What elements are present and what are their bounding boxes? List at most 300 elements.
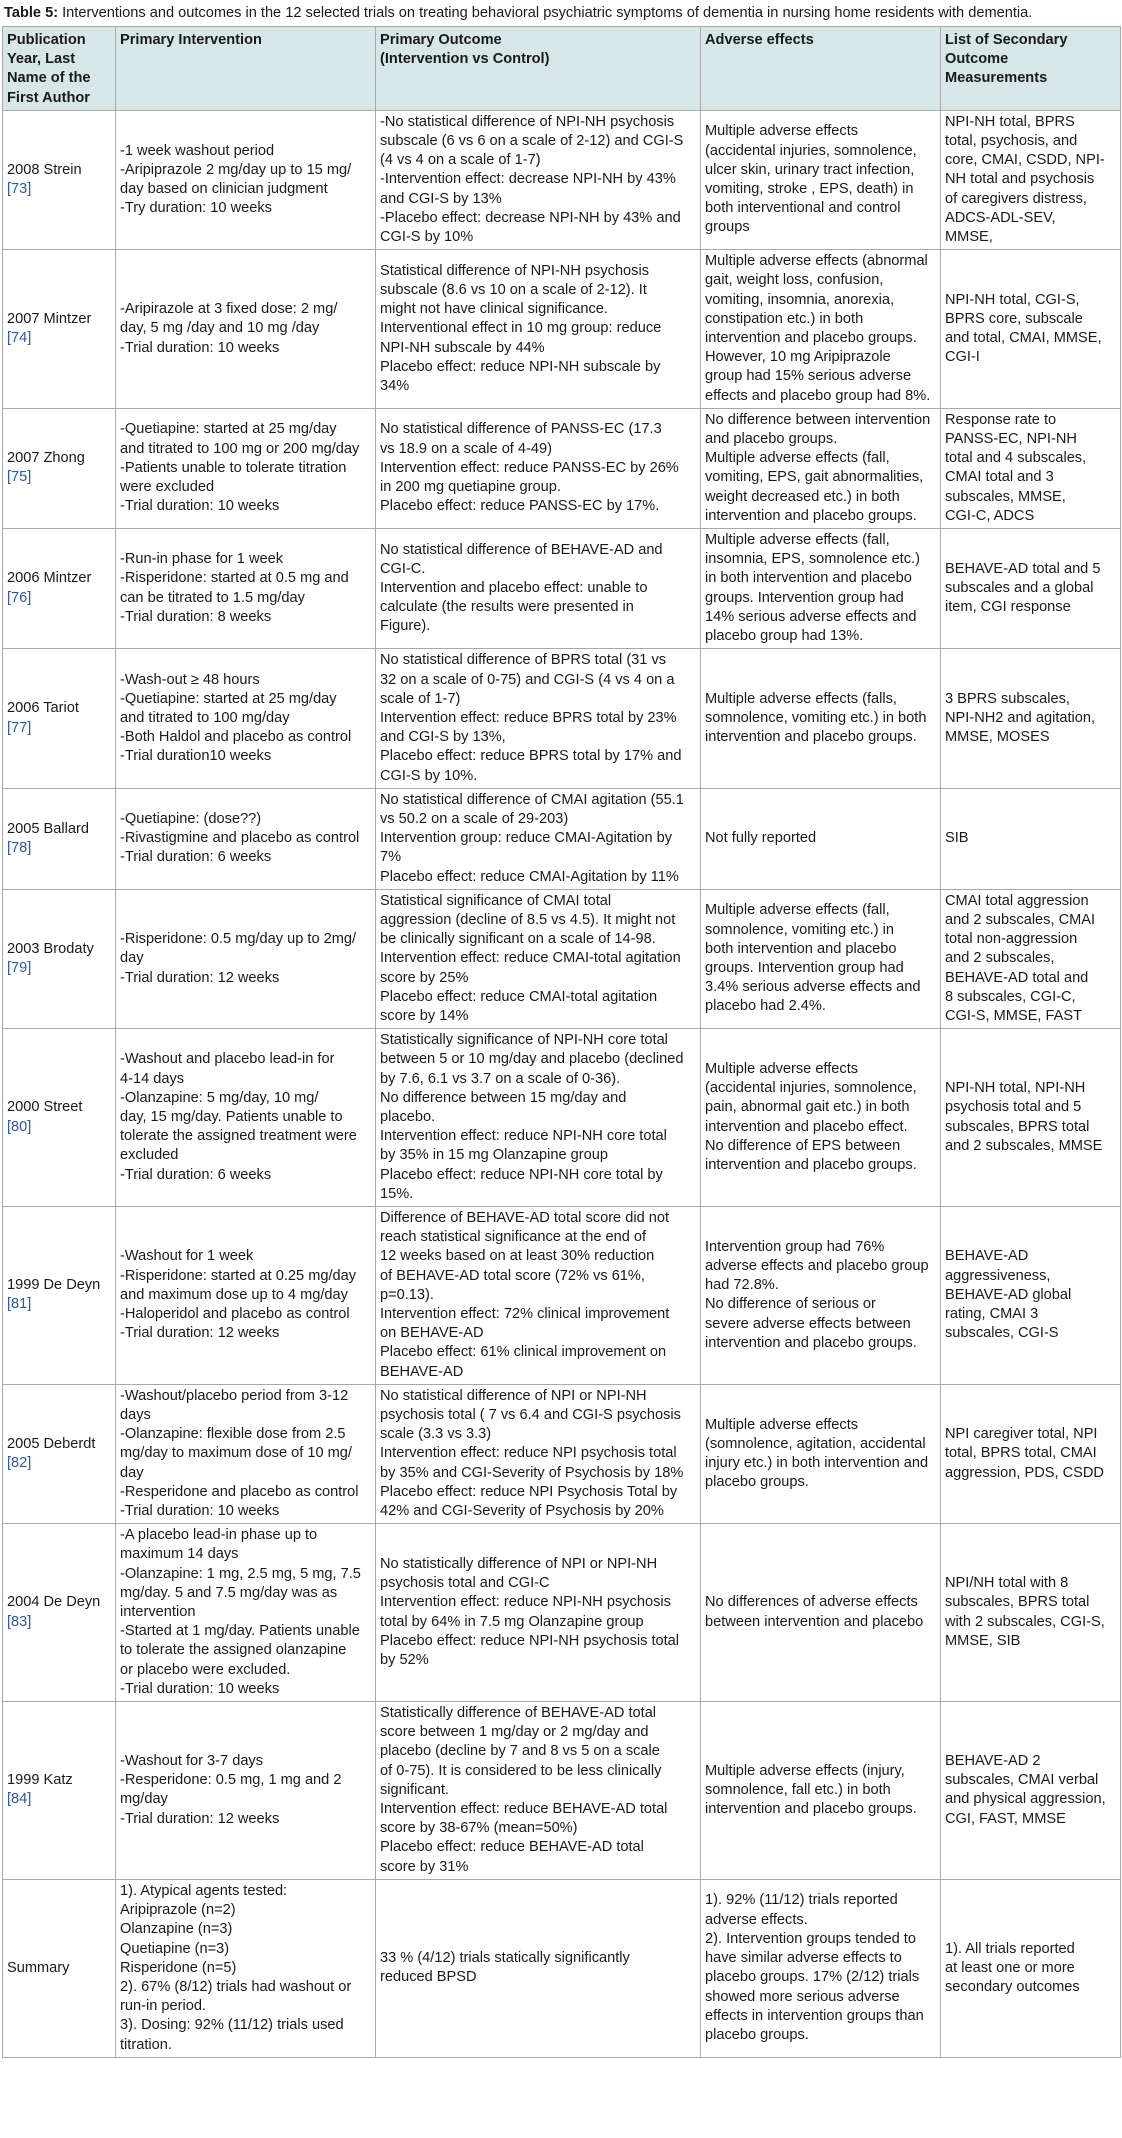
outcome-cell [376,1524,701,1702]
author-cell [3,110,116,249]
cell-line: days [120,1407,151,1424]
header-primary-intervention [116,27,376,111]
cell-line: -Olanzapine: 5 mg/day, 10 mg/ [120,1089,319,1106]
header-publication [3,27,116,111]
cell-line: total non-aggression [945,931,1078,948]
cell-line: at least one or more [945,1959,1075,1976]
cell-line: BPRS core, subscale [945,310,1083,327]
secondary-outcomes-cell [941,1524,1121,1702]
secondary-outcomes-cell [941,110,1121,249]
cell-line: somnolence, vomiting etc.) in both [705,709,927,726]
cell-line: placebo had 2.4%. [705,998,826,1015]
author-cell [3,1384,116,1523]
author-name: 2007 Mintzer [7,310,92,327]
reference-link[interactable]: [75] [7,469,32,486]
secondary-outcomes-cell [941,408,1121,528]
cell-line: (accidental injuries, somnolence, [705,142,917,159]
trials-table [2,26,1121,2058]
cell-line: Intervention effect: reduce NPI psychosis total [380,1445,677,1462]
cell-line: Placebo effect: reduce CMAI-total agitation [380,988,658,1005]
header-primary-outcome [376,27,701,111]
cell-line: were excluded [120,479,215,496]
secondary-outcomes-cell [941,788,1121,889]
adverse-effects-cell [701,1879,941,2057]
author-name: 2000 Street [7,1099,83,1116]
cell-line: Intervention and placebo effect: unable to [380,580,648,597]
cell-line: -Placebo effect: decrease NPI-NH by 43% and [380,209,681,226]
cell-line: intervention and placebo effect. [705,1118,908,1135]
table-body [3,110,1121,2057]
cell-line: vs 50.2 on a scale of 29-203) [380,810,569,827]
cell-line: Multiple adverse effects (fall, [705,450,890,467]
cell-line: However, 10 mg Aripiprazole [705,349,891,366]
cell-line: CGI-C. [380,560,426,577]
cell-line: mg/day. 5 and 7.5 mg/day was as [120,1584,338,1601]
cell-line: 1). Atypical agents tested: [120,1882,288,1899]
cell-line: placebo groups. [705,1474,809,1491]
cell-line: Intervention effect: 72% clinical improvement [380,1306,670,1322]
author-cell [3,1879,116,2057]
secondary-outcomes-cell [941,1384,1121,1523]
cell-line: Figure). [380,618,431,635]
cell-line: score by 31% [380,1858,469,1875]
cell-line: aggressiveness, [945,1267,1051,1284]
author-name: 2003 Brodaty [7,940,94,957]
cell-line: of caregivers distress, [945,190,1087,207]
cell-line: -Trial duration: 10 weeks [120,339,280,356]
cell-line: Placebo effect: reduce PANSS-EC by 17%. [380,498,660,515]
cell-line: placebo (decline by 7 and 8 vs 5 on a scale [380,1743,660,1760]
header-adverse-effects [701,27,941,111]
cell-line: -Trial duration: 12 weeks [120,969,280,986]
cell-line: NH total and psychosis [945,171,1095,188]
cell-line: 1). All trials reported [945,1940,1075,1957]
outcome-cell [376,649,701,788]
cell-line: between 5 or 10 mg/day and placebo (declined [380,1051,684,1068]
adverse-effects-cell [701,1524,941,1702]
reference-link[interactable]: [82] [7,1455,32,1472]
cell-line: have similar adverse effects to [705,1950,902,1967]
header-line: List of Secondary [945,32,1068,48]
cell-line: Multiple adverse effects [705,1416,859,1433]
reference-link[interactable]: [80] [7,1118,32,1135]
cell-line: -Trial duration: 6 weeks [120,849,272,866]
cell-line: -Aripirazole at 3 fixed dose: 2 mg/ [120,301,338,318]
cell-line: 32 on a scale of 0-75) and CGI-S (4 vs 4 on a [380,671,675,688]
cell-line: score between 1 mg/day or 2 mg/day and [380,1724,649,1741]
table-row [3,110,1121,249]
cell-line: -Risperidone: started at 0.25 mg/day [120,1267,357,1284]
cell-line: 34% [380,378,410,395]
caption-text: Interventions and outcomes in the 12 selected trials on treating behavioral psychiatric symptoms of dementia in nursing home residents with dementia. [58,5,1033,21]
cell-line: No statistical difference of BPRS total (31 vs [380,652,667,669]
cell-line: intervention and placebo groups. [705,1801,917,1818]
outcome-cell [376,250,701,409]
outcome-cell [376,1879,701,2057]
cell-line: Statistically significance of NPI-NH core total [380,1032,668,1049]
cell-line: groups. Intervention group had [705,589,904,606]
intervention-cell [116,408,376,528]
cell-line: insomnia, EPS, somnolence etc.) [705,551,920,568]
cell-line: -Run-in phase for 1 week [120,551,284,568]
cell-line: 42% and CGI-Severity of Psychosis by 20% [380,1503,664,1520]
cell-line: BEHAVE-AD 2 [945,1753,1041,1770]
adverse-effects-cell [701,408,941,528]
cell-line: CGI, FAST, MMSE [945,1810,1066,1827]
cell-line: Statistically difference of BEHAVE-AD total [380,1705,657,1722]
cell-line: intervention and placebo groups. [705,729,917,746]
cell-line: Olanzapine (n=3) [120,1921,233,1938]
header-line: Adverse effects [705,32,814,48]
cell-line: No difference of EPS between [705,1137,901,1154]
cell-line: Aripiprazole (n=2) [120,1902,236,1919]
cell-line: adverse effects and placebo group [705,1257,929,1274]
cell-line: Intervention effect: reduce NPI-NH psychosis [380,1594,671,1611]
table-row [3,1879,1121,2057]
secondary-outcomes-cell [941,1029,1121,1207]
adverse-effects-cell [701,889,941,1028]
intervention-cell [116,529,376,649]
cell-line: tolerate the assigned treatment were [120,1128,357,1145]
cell-line: in both intervention and placebo [705,570,912,587]
cell-line: Intervention effect: reduce BPRS total by 23% [380,709,677,726]
cell-line: No difference between 15 mg/day and [380,1089,627,1106]
cell-line: aggression, PDS, CSDD [945,1464,1104,1481]
cell-line: No statistical difference of CMAI agitation (55.1 [380,791,684,808]
cell-line: vomiting, insomnia, anorexia, [705,291,894,308]
cell-line: -1 week washout period [120,142,275,159]
reference-link[interactable]: [79] [7,959,32,976]
cell-line: effects and placebo group had 8%. [705,387,931,404]
cell-line: -Olanzapine: 1 mg, 2.5 mg, 5 mg, 7.5 [120,1565,361,1582]
outcome-cell [376,1029,701,1207]
cell-line: Intervention group: reduce CMAI-Agitation by [380,830,673,847]
cell-line: of 0-75). It is considered to be less clinically [380,1762,662,1779]
reference-link[interactable]: [74] [7,330,32,347]
cell-line: subscale (8.6 vs 10 on a scale of 2-12). It [380,282,647,299]
cell-line: Placebo effect: reduce NPI-NH core total by [380,1166,663,1183]
cell-line: -Quetiapine: started at 25 mg/day [120,690,337,707]
cell-line: -Trial duration: 10 weeks [120,1680,280,1697]
cell-line: secondary outcomes [945,1978,1080,1995]
intervention-cell [116,110,376,249]
cell-line: intervention and placebo groups. [705,330,917,347]
author-name: 2008 Strein [7,161,82,178]
cell-line: CGI-S, MMSE, FAST [945,1007,1083,1024]
cell-line: -A placebo lead-in phase up to [120,1527,318,1544]
cell-line: somnolence, fall etc.) in both [705,1781,891,1798]
author-name: 2004 De Deyn [7,1594,101,1611]
cell-line: subscales, CGI-S [945,1325,1059,1342]
cell-line: subscale (6 vs 6 on a scale of 2-12) and CGI-S [380,133,684,150]
cell-line: and placebo groups. [705,431,838,448]
cell-line: psychosis total and 5 [945,1099,1082,1116]
table-row [3,1029,1121,1207]
cell-line: placebo groups. 17% (2/12) trials [705,1969,920,1986]
table-row [3,529,1121,649]
cell-line: -Resperidone and placebo as control [120,1483,359,1500]
cell-line: -Aripiprazole 2 mg/day up to 15 mg/ [120,161,352,178]
cell-line: -Washout for 3-7 days [120,1753,264,1770]
author-cell [3,1029,116,1207]
cell-line: -Trial duration10 weeks [120,748,272,765]
cell-line: subscales, BPRS total [945,1594,1090,1611]
cell-line: p=0.13). [380,1286,434,1303]
cell-line: CMAI total aggression [945,892,1089,909]
cell-line: NPI-NH2 and agitation, [945,709,1096,726]
cell-line: No differences of adverse effects [705,1594,918,1611]
cell-line: both intervention and placebo [705,940,897,957]
cell-line: -Washout for 1 week [120,1248,254,1265]
cell-line: Difference of BEHAVE-AD total score did not [380,1209,670,1226]
outcome-cell [376,110,701,249]
cell-line: day [120,950,144,967]
reference-link[interactable]: [76] [7,589,32,606]
cell-line: -Resperidone: 0.5 mg, 1 mg and 2 [120,1772,342,1789]
cell-line: -Wash-out ≥ 48 hours [120,671,260,688]
cell-line: CMAI total and 3 [945,469,1054,486]
cell-line: and 2 subscales, CMAI [945,911,1096,928]
header-line: Outcome [945,51,1009,68]
cell-line: total and 4 subscales, [945,450,1087,467]
cell-line: -Trial duration: 12 weeks [120,1325,280,1342]
cell-line: with 2 subscales, CGI-S, [945,1613,1105,1630]
outcome-cell [376,889,701,1028]
cell-line: 14% serious adverse effects and [705,608,917,625]
secondary-outcomes-cell [941,649,1121,788]
table-row [3,1702,1121,1880]
header-line: Measurements [945,70,1048,87]
adverse-effects-cell [701,649,941,788]
cell-line: 2). 67% (8/12) trials had washout or [120,1978,352,1995]
cell-line: excluded [120,1147,179,1164]
cell-line: BEHAVE-AD global [945,1286,1072,1303]
cell-line: psychosis total ( 7 vs 6.4 and CGI-S psychosis [380,1407,681,1424]
cell-line: be clinically significant on a scale of 14-98. [380,931,656,948]
cell-line: placebo groups. [705,2026,809,2043]
cell-line: MMSE, MOSES [945,729,1050,746]
author-name: 2006 Mintzer [7,570,92,587]
cell-line: adverse effects. [705,1911,808,1928]
cell-line: -Rivastigmine and placebo as control [120,830,360,847]
cell-line: Quetiapine (n=3) [120,1940,230,1957]
table-header [3,27,1121,111]
reference-link[interactable]: [73] [7,181,32,198]
intervention-cell [116,649,376,788]
intervention-cell [116,250,376,409]
cell-line: Placebo effect: reduce NPI Psychosis Total by [380,1483,678,1500]
cell-line: constipation etc.) in both [705,310,864,327]
cell-line: pain, abnormal gait etc.) in both [705,1099,910,1116]
author-cell [3,1524,116,1702]
cell-line: Multiple adverse effects [705,1060,859,1077]
adverse-effects-cell [701,1384,941,1523]
outcome-cell [376,1702,701,1880]
table-caption [4,3,1120,23]
cell-line: group had 15% serious adverse [705,368,912,385]
cell-line: and CGI-S by 13% [380,190,502,207]
cell-line: 7% [380,849,402,866]
intervention-cell [116,788,376,889]
cell-line: titration. [120,2036,172,2053]
cell-line: 15%. [380,1185,414,1202]
cell-line: 3 BPRS subscales, [945,690,1070,707]
cell-line: psychosis total and CGI-C [380,1575,550,1592]
table-row [3,1524,1121,1702]
reference-link[interactable]: [81] [7,1296,32,1313]
cell-line: 4-14 days [120,1070,185,1087]
cell-line: -Intervention effect: decrease NPI-NH by 43% [380,171,676,188]
cell-line: Response rate to [945,411,1057,428]
cell-line: CGI-C, ADCS [945,507,1035,524]
cell-line: No difference between intervention [705,411,931,428]
author-cell [3,788,116,889]
intervention-cell [116,1702,376,1880]
header-line: Primary Intervention [120,32,262,48]
adverse-effects-cell [701,1029,941,1207]
table-row [3,649,1121,788]
cell-line: PANSS-EC, NPI-NH [945,431,1077,448]
table-row [3,250,1121,409]
cell-line: in 200 mg quetiapine group. [380,479,561,496]
cell-line: Multiple adverse effects (abnormal [705,253,928,270]
cell-line: CGI-I [945,349,980,366]
cell-line: NPI-NH total, BPRS [945,113,1075,130]
cell-line: and 2 subscales, MMSE [945,1137,1103,1154]
reference-link[interactable]: [84] [7,1791,32,1808]
cell-line: No statistical difference of PANSS-EC (17.3 [380,421,662,438]
outcome-cell [376,788,701,889]
secondary-outcomes-cell [941,1879,1121,2057]
cell-line: on BEHAVE-AD [380,1325,484,1342]
cell-line: groups. Intervention group had [705,959,904,976]
cell-line: and maximum dose up to 4 mg/day [120,1286,348,1303]
cell-line: ulcer skin, urinary tract infection, [705,161,915,178]
cell-line: Intervention effect: reduce BEHAVE-AD total [380,1801,668,1818]
cell-line: 3.4% serious adverse effects and [705,979,921,996]
cell-line: BEHAVE-AD total and [945,969,1089,986]
cell-line: No statistically difference of NPI or NPI-NH [380,1556,658,1573]
adverse-effects-cell [701,250,941,409]
cell-line: -Washout/placebo period from 3-12 [120,1387,349,1404]
cell-line: intervention [120,1604,196,1621]
author-name: 2006 Tariot [7,700,79,717]
cell-line: and total, CMAI, MMSE, [945,330,1102,347]
caption-label: Table 5: [4,5,59,21]
cell-line: score by 25% [380,969,469,986]
cell-line: -No statistical difference of NPI-NH psychosis [380,113,675,130]
cell-line: Placebo effect: reduce BEHAVE-AD total [380,1839,644,1856]
cell-line: core, CMAI, CSDD, NPI- [945,152,1105,169]
intervention-cell [116,1879,376,2057]
cell-line: severe adverse effects between [705,1315,911,1332]
cell-line: Intervention effect: reduce NPI-NH core total [380,1128,667,1145]
author-name: 2005 Ballard [7,820,89,837]
cell-line: effects in intervention groups than [705,2007,924,2024]
cell-line: -Quetiapine: started at 25 mg/day [120,421,337,438]
adverse-effects-cell [701,1206,941,1384]
cell-line: Placebo effect: reduce NPI-NH psychosis total [380,1632,680,1649]
cell-line: significant. [380,1781,449,1798]
cell-line: both interventional and control [705,200,901,217]
cell-line: -Trial duration: 10 weeks [120,498,280,515]
intervention-cell [116,1029,376,1207]
reference-link[interactable]: [83] [7,1613,32,1630]
cell-line: -Both Haldol and placebo as control [120,729,352,746]
cell-line: score by 14% [380,1007,469,1024]
cell-line: and titrated to 100 mg or 200 mg/day [120,440,360,457]
cell-line: and titrated to 100 mg/day [120,709,290,726]
intervention-cell [116,1206,376,1384]
cell-line: ADCS-ADL-SEV, [945,209,1056,226]
cell-line: item, CGI response [945,599,1071,616]
cell-line: and physical aggression, [945,1791,1106,1808]
cell-line: -Trial duration: 8 weeks [120,608,272,625]
author-cell [3,529,116,649]
cell-line: -Trial duration: 6 weeks [120,1166,272,1183]
cell-line: total, BPRS total, CMAI [945,1445,1097,1462]
author-cell [3,649,116,788]
reference-link[interactable]: [77] [7,719,32,736]
cell-line: MMSE, [945,229,993,246]
cell-line: by 52% [380,1652,429,1669]
cell-line: total by 64% in 7.5 mg Olanzapine group [380,1613,644,1630]
cell-line: maximum 14 days [120,1546,239,1563]
intervention-cell [116,889,376,1028]
cell-line: -Patients unable to tolerate titration [120,459,347,476]
cell-line: -Try duration: 10 weeks [120,200,272,217]
cell-line: reach statistical significance at the end of [380,1229,647,1246]
secondary-outcomes-cell [941,889,1121,1028]
cell-line: -Trial duration: 10 weeks [120,1503,280,1520]
secondary-outcomes-cell [941,250,1121,409]
cell-line: day, 5 mg /day and 10 mg /day [120,320,320,337]
cell-line: No statistical difference of BEHAVE-AD and [380,541,663,558]
cell-line: NPI caregiver total, NPI [945,1426,1098,1443]
cell-line: and 2 subscales, [945,950,1055,967]
outcome-cell [376,408,701,528]
cell-line: Risperidone (n=5) [120,1959,237,1976]
cell-line: -Risperidone: started at 0.5 mg and [120,570,349,587]
secondary-outcomes-cell [941,1702,1121,1880]
cell-line: between intervention and placebo [705,1613,924,1630]
cell-line: Placebo effect: reduce CMAI-Agitation by 11% [380,868,679,885]
cell-line: subscales, MMSE, [945,488,1066,505]
cell-line: Placebo effect: 61% clinical improvement on [380,1344,667,1361]
cell-line: 12 weeks based on at least 30% reduction [380,1248,655,1265]
cell-line: subscales, CMAI verbal [945,1772,1099,1789]
cell-line: CGI-S by 10% [380,229,474,246]
cell-line: had 72.8%. [705,1277,779,1294]
outcome-cell [376,529,701,649]
cell-line: mg/day [120,1791,168,1808]
header-line: Name of the [7,70,91,87]
cell-line: can be titrated to 1.5 mg/day [120,589,305,606]
cell-line: subscales, BPRS total [945,1118,1090,1135]
cell-line: Multiple adverse effects (falls, [705,690,897,707]
table-row [3,1206,1121,1384]
cell-line: NPI-NH total, NPI-NH [945,1080,1086,1097]
cell-line: SIB [945,830,969,847]
reference-link[interactable]: [78] [7,839,32,856]
cell-line: BEHAVE-AD total and 5 [945,560,1101,577]
table-row [3,889,1121,1028]
cell-line: Intervention effect: reduce PANSS-EC by 26% [380,459,679,476]
cell-line: placebo. [380,1108,436,1125]
header-secondary-outcomes [941,27,1121,111]
secondary-outcomes-cell [941,1206,1121,1384]
adverse-effects-cell [701,1702,941,1880]
